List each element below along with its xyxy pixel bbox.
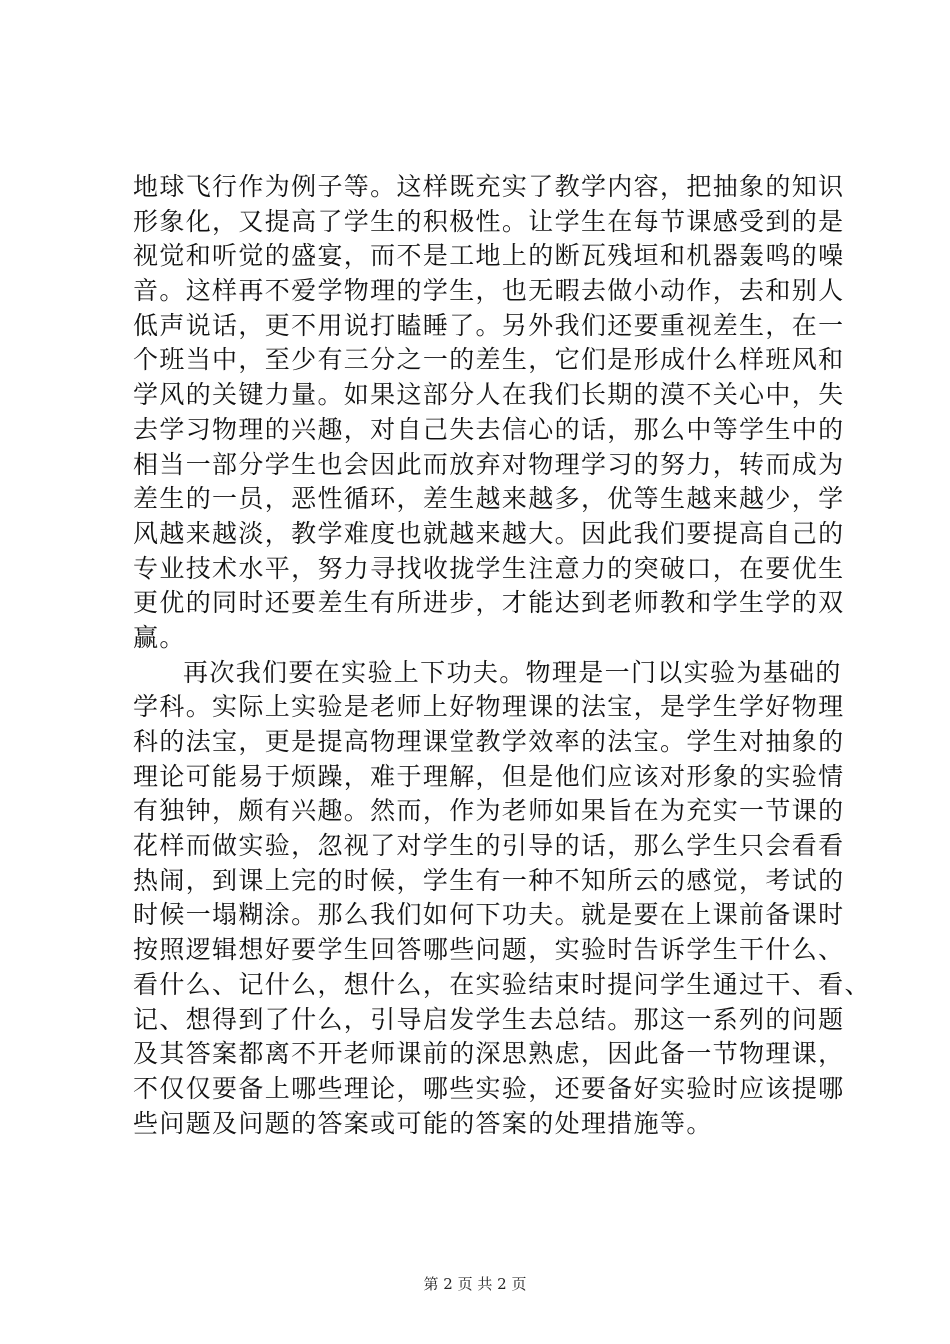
text-line: 有独钟，颇有兴趣。然而，作为老师如果旨在为充实一节课的: [133, 796, 845, 826]
text-line: 理论可能易于烦躁，难于理解，但是他们应该对形象的实验情: [133, 761, 845, 791]
text-line: 视觉和听觉的盛宴，而不是工地上的断瓦残垣和机器轰鸣的噪: [133, 241, 845, 271]
text-line: 个班当中，至少有三分之一的差生，它们是形成什么样班风和: [133, 345, 845, 375]
text-line: 差生的一员，恶性循环，差生越来越多，优等生越来越少，学: [133, 484, 845, 514]
text-line: 花样而做实验，忽视了对学生的引导的话，那么学生只会看看: [133, 831, 845, 861]
text-line: 时候一塌糊涂。那么我们如何下功夫。就是要在上课前备课时: [133, 900, 845, 930]
text-line: 不仅仅要备上哪些理论，哪些实验，还要备好实验时应该提哪: [133, 1073, 845, 1103]
text-line: 些问题及问题的答案或可能的答案的处理措施等。: [133, 1108, 713, 1138]
text-line: 更优的同时还要差生有所进步，才能达到老师教和学生学的双: [133, 588, 845, 618]
text-line: 去学习物理的兴趣，对自己失去信心的话，那么中等学生中的: [133, 414, 845, 444]
text-line: 看什么、记什么，想什么，在实验结束时提问学生通过干、看、: [133, 969, 871, 999]
text-line: 按照逻辑想好要学生回答哪些问题，实验时告诉学生干什么、: [133, 935, 845, 965]
text-line: 风越来越淡，教学难度也就越来越大。因此我们要提高自己的: [133, 518, 845, 548]
body-text: [133, 170, 871, 1141]
text-line: 科的法宝，更是提高物理课堂教学效率的法宝。学生对抽象的: [133, 727, 845, 756]
text-line: 音。这样再不爱学物理的学生，也无暇去做小动作，去和别人: [133, 276, 845, 306]
text-line: 相当一部分学生也会因此而放弃对物理学习的努力，转而成为: [133, 449, 845, 479]
page-number-footer: 第 2 页 共 2 页: [423, 1275, 527, 1293]
text-line: 专业技术水平，努力寻找收拢学生注意力的突破口，在要优生: [133, 553, 845, 583]
text-line: 及其答案都离不开老师课前的深思熟虑，因此备一节物理课，: [133, 1039, 845, 1069]
text-line: 热闹，到课上完的时候，学生有一种不知所云的感觉，考试的: [133, 865, 845, 895]
text-line: 赢。: [133, 622, 186, 652]
text-line: 学科。实际上实验是老师上好物理课的法宝，是学生学好物理: [133, 692, 845, 722]
text-line-paragraph-start: 再次我们要在实验上下功夫。物理是一门以实验为基础的: [183, 657, 842, 687]
text-line: 记、想得到了什么，引导启发学生去总结。那这一系列的问题: [133, 1004, 845, 1034]
text-line: 地球飞行作为例子等。这样既充实了教学内容，把抽象的知识: [133, 172, 845, 201]
text-line: 形象化，又提高了学生的积极性。让学生在每节课感受到的是: [133, 206, 845, 236]
text-line: 低声说话，更不用说打瞌睡了。另外我们还要重视差生，在一: [133, 310, 845, 340]
text-line: 学风的关键力量。如果这部分人在我们长期的漠不关心中，失: [133, 380, 845, 410]
